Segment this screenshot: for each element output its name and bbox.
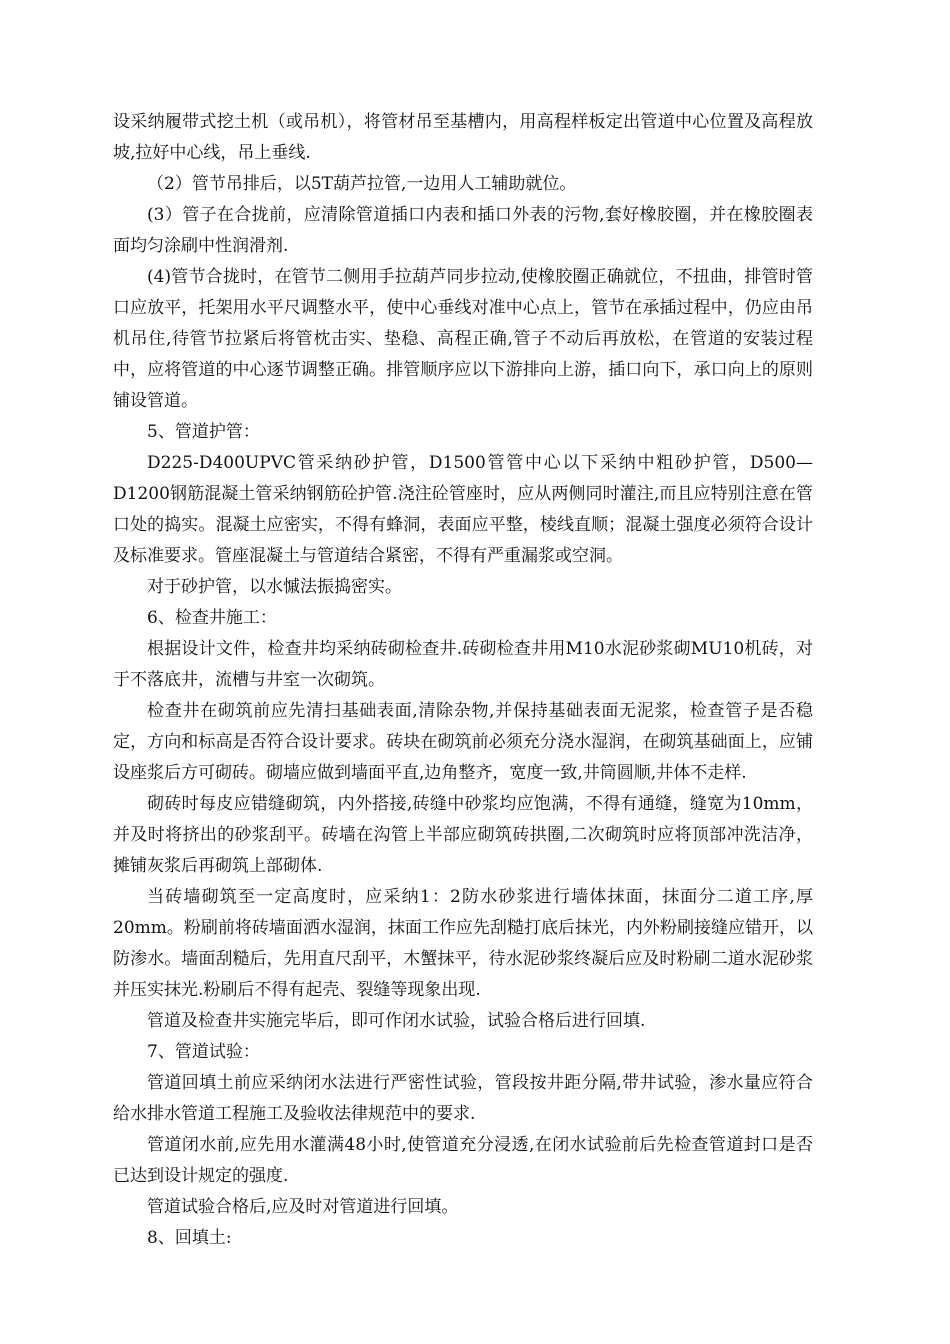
paragraph-1: 设采纳履带式挖土机（或吊机），将管材吊至基槽内，用高程样板定出管道中心位置及高程放坡,拉好中心线，吊上垂线. [113,112,813,163]
section-heading-5: 5、管道护管： [147,422,260,442]
paragraph-4: (4)管节合拢时，在管节二侧用手拉葫芦同步拉动,使橡胶圈正确就位，不扭曲，排管时管口应放平，托架用水平尺调整水平，使中心垂线对准中心点上，管节在承插过程中，仍应由吊机吊住,待管节拉紧后将管枕击实、垫稳、高程正确,管子不动后再放松，在管道的安装过程中，应将管道的中心逐节调整正确。排管顺序应以下游排向上游，插口向下，承口向上的原则铺设管道。 [113,267,813,411]
paragraph-9: 根据设计文件，检查井均采纳砖砌检查井.砖砌检查井用M10水泥砂浆砌MU10机砖，对于不落底井，流槽与井室一次砌筑。 [113,639,813,690]
paragraph-3: (3）管子在合拢前，应清除管道插口内表和插口外表的污物,套好橡胶圈，并在橡胶圈表面均匀涂刷中性润滑剂. [113,205,813,256]
paragraph-13: 管道及检查井实施完毕后，即可作闭水试验，试验合格后进行回填. [147,1011,646,1031]
paragraph-6: D225-D400UPVC管采纳砂护管，D1500管管中心以下采纳中粗砂护管，D500—D1200钢筋混凝土管采纳钢筋砼护管.浇注砼管座时，应从两侧同时灌注,而且应特别注意在管口处的捣实。混凝土应密实，不得有蜂洞，表面应平整，棱线直顺；混凝土强度必须符合设计及标准要求。管座混凝土与管道结合紧密，不得有严重漏浆或空洞。 [113,453,813,566]
section-heading-6: 6、检查井施工： [147,608,277,628]
section-heading-7: 7、管道试验： [147,1042,260,1062]
section-heading-8: 8、回填土: [147,1228,232,1248]
paragraph-16: 管道闭水前,应先用水灌满48小时,使管道充分浸透,在闭水试验前后先检查管道封口是否已达到设计规定的强度. [113,1135,813,1186]
paragraph-12: 当砖墙砌筑至一定高度时，应采纳1：2防水砂浆进行墙体抹面，抹面分二道工序,厚20mm。粉刷前将砖墙面洒水湿润，抹面工作应先刮糙打底后抹光，内外粉刷接缝应错开，以防渗水。墙面刮糙后，先用直尺刮平，木蟹抹平，待水泥砂浆终凝后应及时粉刷二道水泥砂浆并压实抹光.粉刷后不得有起壳、裂缝等现象出现. [113,887,813,1000]
document-body [113,107,813,1254]
paragraph-10: 检查井在砌筑前应先清扫基础表面,清除杂物,并保持基础表面无泥浆，检查管子是否稳定，方向和标高是否符合设计要求。砖块在砌筑前必须充分浇水湿润，在砌筑基础面上，应铺设座浆后方可砌砖。砌墙应做到墙面平直,边角整齐，宽度一致,井筒圆顺,井体不走样. [113,701,813,783]
paragraph-2: （2）管节吊排后，以5T葫芦拉管,一边用人工辅助就位。 [147,174,577,194]
paragraph-11: 砌砖时每皮应错缝砌筑，内外搭接,砖缝中砂浆均应饱满，不得有通缝，缝宽为10mm，并及时将挤出的砂浆刮平。砖墙在沟管上半部应砌筑砖拱圈,二次砌筑时应将顶部冲洗洁净，摊铺灰浆后再砌筑上部砌体. [113,794,813,876]
paragraph-7: 对于砂护管，以水慽法振捣密实。 [147,577,402,597]
paragraph-17: 管道试验合格后,应及时对管道进行回填。 [147,1197,459,1217]
paragraph-15: 管道回填土前应采纳闭水法进行严密性试验，管段按井距分隔,带井试验，渗水量应符合给水排水管道工程施工及验收法律规范中的要求. [113,1073,813,1124]
